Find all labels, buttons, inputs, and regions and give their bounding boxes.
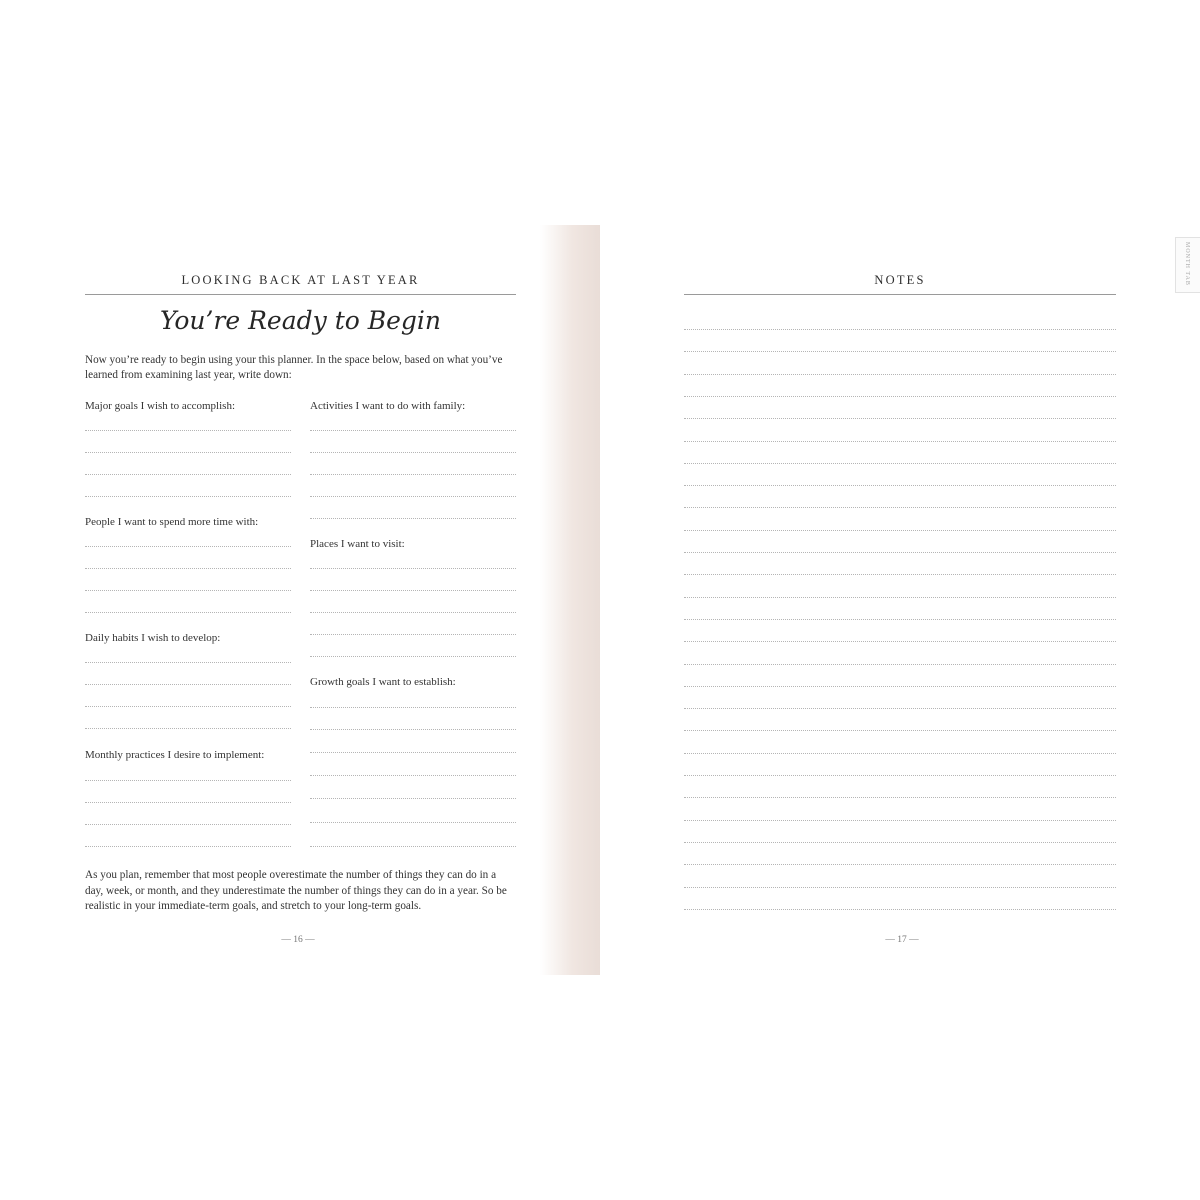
notes-line[interactable] (684, 418, 1116, 419)
page-number-right: — 17 — (885, 935, 919, 945)
notes-line[interactable] (684, 374, 1116, 375)
header-rule-left (85, 294, 516, 295)
prompt-daily-habits: Daily habits I wish to develop: (85, 632, 221, 644)
notes-line[interactable] (684, 507, 1116, 508)
running-head-right: NOTES (874, 273, 926, 287)
notes-line[interactable] (684, 909, 1116, 910)
prompt-monthly-practices: Monthly practices I desire to implement: (85, 749, 265, 761)
notes-line[interactable] (684, 820, 1116, 821)
notes-line[interactable] (684, 797, 1116, 798)
notes-line[interactable] (684, 329, 1116, 330)
left-page (0, 225, 600, 975)
write-line[interactable] (85, 496, 291, 497)
write-line[interactable] (310, 590, 516, 591)
write-line[interactable] (310, 729, 516, 730)
notes-line[interactable] (684, 708, 1116, 709)
notes-line[interactable] (684, 396, 1116, 397)
write-line[interactable] (310, 474, 516, 475)
notes-line[interactable] (684, 441, 1116, 442)
notes-line[interactable] (684, 574, 1116, 575)
header-rule-right (684, 294, 1116, 295)
write-line[interactable] (85, 568, 291, 569)
right-page (600, 225, 1200, 975)
notes-line[interactable] (684, 664, 1116, 665)
write-line[interactable] (310, 656, 516, 657)
write-line[interactable] (310, 496, 516, 497)
write-line[interactable] (310, 518, 516, 519)
notes-line[interactable] (684, 351, 1116, 352)
prompt-places: Places I want to visit: (310, 538, 405, 550)
write-line[interactable] (85, 662, 291, 663)
write-line[interactable] (310, 707, 516, 708)
write-line[interactable] (85, 474, 291, 475)
write-line[interactable] (310, 798, 516, 799)
write-line[interactable] (310, 752, 516, 753)
write-line[interactable] (85, 728, 291, 729)
write-line[interactable] (85, 546, 291, 547)
running-head-left: LOOKING BACK AT LAST YEAR (181, 273, 420, 287)
intro-paragraph: Now you’re ready to begin using your this planner. In the space below, based on what you’ve learned from examining last year, write down: (85, 354, 503, 381)
book-spread (0, 225, 1200, 975)
write-line[interactable] (85, 612, 291, 613)
notes-line[interactable] (684, 530, 1116, 531)
write-line[interactable] (310, 822, 516, 823)
write-line[interactable] (85, 824, 291, 825)
prompt-people: People I want to spend more time with: (85, 516, 259, 528)
prompt-major-goals: Major goals I wish to accomplish: (85, 400, 236, 412)
notes-line[interactable] (684, 730, 1116, 731)
write-line[interactable] (310, 612, 516, 613)
notes-line[interactable] (684, 552, 1116, 553)
notes-line[interactable] (684, 485, 1116, 486)
write-line[interactable] (85, 780, 291, 781)
notes-line[interactable] (684, 641, 1116, 642)
notes-line[interactable] (684, 686, 1116, 687)
write-line[interactable] (85, 684, 291, 685)
write-line[interactable] (310, 568, 516, 569)
notes-line[interactable] (684, 597, 1116, 598)
notes-line[interactable] (684, 887, 1116, 888)
write-line[interactable] (310, 430, 516, 431)
notes-line[interactable] (684, 775, 1116, 776)
notes-line[interactable] (684, 842, 1116, 843)
page-number-left: — 16 — (281, 935, 315, 945)
month-tab[interactable] (1175, 237, 1200, 293)
write-line[interactable] (310, 634, 516, 635)
notes-line[interactable] (684, 463, 1116, 464)
notes-line[interactable] (684, 864, 1116, 865)
page-title: You’re Ready to Begin (159, 306, 442, 335)
write-line[interactable] (85, 590, 291, 591)
prompt-growth-goals: Growth goals I want to establish: (310, 676, 456, 688)
write-line[interactable] (85, 430, 291, 431)
write-line[interactable] (85, 452, 291, 453)
write-line[interactable] (85, 846, 291, 847)
closing-paragraph: As you plan, remember that most people overestimate the number of things they can do in a day, week, or month, and they underestimate the number of things they can do in a year. So be realistic in your immediate-term goals, and stretch to your long-term goals. (85, 869, 507, 912)
gutter-shadow (540, 225, 600, 975)
prompt-family-activities: Activities I want to do with family: (310, 400, 466, 412)
write-line[interactable] (310, 775, 516, 776)
write-line[interactable] (310, 452, 516, 453)
notes-line[interactable] (684, 753, 1116, 754)
write-line[interactable] (85, 802, 291, 803)
month-tab-label: MONTH TAB (1184, 242, 1190, 286)
write-line[interactable] (310, 846, 516, 847)
notes-line[interactable] (684, 619, 1116, 620)
write-line[interactable] (85, 706, 291, 707)
